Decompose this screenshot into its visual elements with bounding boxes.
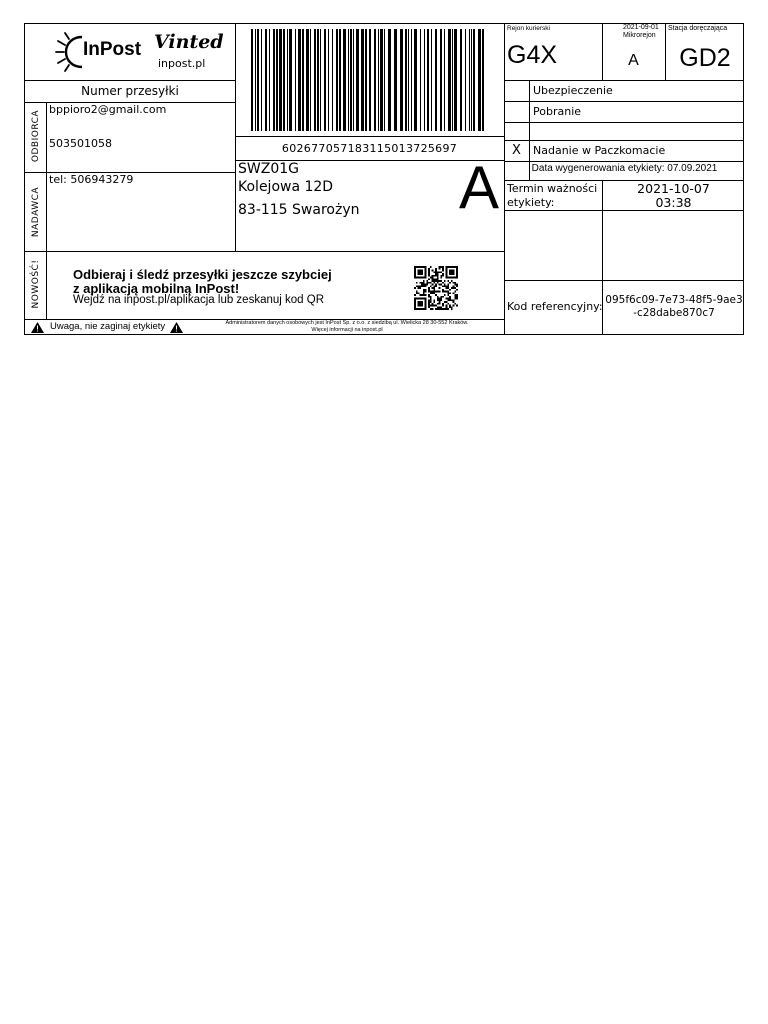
delivery-station-value: GD2 [679,44,731,72]
warning-text: Uwaga, nie zaginaj etykiety [50,321,166,332]
courier-region-value: G4X [507,41,558,69]
validity-time: 03:38 [655,195,692,210]
machine-code: SWZ01G [238,161,299,177]
label-date-small: 2021-09-01 [623,24,659,31]
promo-line2: z aplikacją mobilną InPost! [73,281,240,296]
new-vertical-label: NOWOŚĆ! [31,259,41,309]
locker-drop-off-checkbox: X [512,143,521,158]
divider [504,161,744,162]
recipient-phone: 503501058 [49,137,112,150]
shipping-label [24,23,744,335]
admin-notice-line1: Administratorem danych osobowych jest InPost Sp. z o.o. z siedzibą ul. Wielicka 28 30-552 Kraków. [225,320,469,326]
reference-code-label: Kod referencyjny: [507,300,603,313]
machine-street: Kolejowa 12D [238,179,334,195]
divider [46,102,47,319]
locker-drop-off-label: Nadanie w Paczkomacie [533,144,666,157]
tracking-number: 602677057183115013725697 [281,142,458,155]
recipient-vertical-label: ODBIORCA [31,109,41,163]
size-letter: A [459,154,500,221]
courier-region-label: Rejon kurierski [507,25,550,32]
divider [504,122,744,123]
machine-city: 83-115 Swarożyn [238,202,360,218]
qr-code [414,266,458,310]
delivery-station-label: Stacja doręczająca [668,25,728,32]
recipient-email: bppioro2@gmail.com [49,103,167,116]
reference-code-value: 095f6c09-7e73-48f5-9ae3-c28dabe870c7 [605,294,743,319]
generation-date: Data wygenerowania etykiety: 07.09.2021 [531,163,718,174]
vinted-logo-text: Vinted [154,31,224,53]
divider [504,210,744,211]
microregion-value: A [628,52,639,69]
divider [504,140,744,141]
promo-line3: Wejdź na inpost.pl/aplikacja lub zeskanuj kod QR [73,294,325,306]
warning-icon [31,322,44,333]
sender-vertical-label: NADAWCA [31,186,41,238]
promo-line1: Odbieraj i śledź przesyłki jeszcze szybciej [73,267,332,282]
warning-icon [170,322,183,333]
microregion-label: Mikrorejon [623,32,656,39]
divider [504,80,744,81]
cash-on-delivery-label: Pobranie [533,105,582,118]
divider [504,280,744,281]
insurance-label: Ubezpieczenie [533,84,613,97]
divider [504,101,744,102]
barcode [251,29,485,131]
admin-notice [193,320,501,333]
validity-label: Termin ważności etykiety: [507,182,598,209]
tracking-label: Numer przesyłki [81,84,179,98]
inpost-site: inpost.pl [158,57,206,70]
divider [25,251,504,252]
inpost-logo-text: InPost [83,39,142,60]
admin-notice-line2: Więcej informacji na inpost.pl [311,326,383,333]
validity-date: 2021-10-07 [637,181,710,196]
sender-phone: tel: 506943279 [49,173,134,186]
